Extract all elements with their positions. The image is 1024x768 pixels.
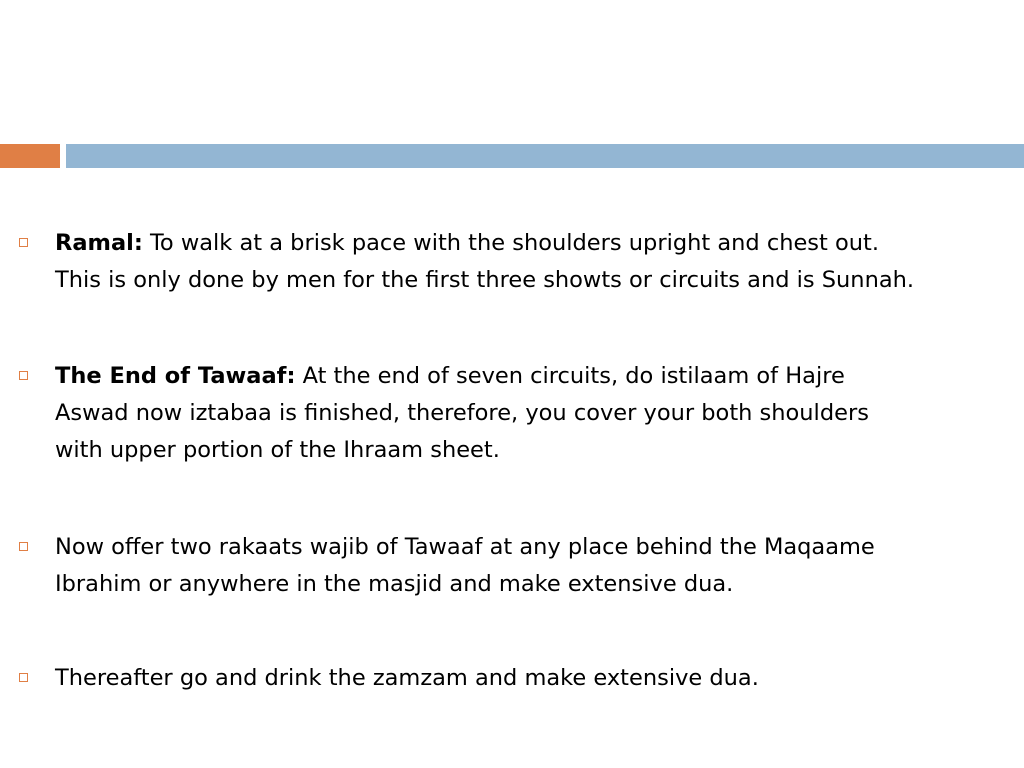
bullet-end-of-tawaaf xyxy=(55,358,1005,469)
bullet-zamzam xyxy=(55,660,1005,697)
bullet-line xyxy=(55,358,1005,395)
square-bullet-icon xyxy=(19,542,28,551)
bullet-term: The End of Tawaaf: xyxy=(55,363,296,389)
bullet-term: Ramal: xyxy=(55,230,143,256)
bullet-line: Thereafter go and drink the zamzam and make extensive dua. xyxy=(55,665,759,691)
bullet-line: Now offer two rakaats wajib of Tawaaf at any place behind the Maqaame xyxy=(55,534,875,560)
bullet-line: This is only done by men for the first three showts or circuits and is Sunnah. xyxy=(55,267,915,293)
bullet-text: To walk at a brisk pace with the shoulders upright and chest out. xyxy=(142,230,879,256)
bullet-line: Ibrahim or anywhere in the masjid and make extensive dua. xyxy=(55,571,734,597)
square-bullet-icon xyxy=(19,371,28,380)
bullet-line: Aswad now iztabaa is finished, therefore, you cover your both shoulders xyxy=(55,400,869,426)
bullet-line: with upper portion of the Ihraam sheet. xyxy=(55,437,500,463)
bullet-rakaats xyxy=(55,529,1005,603)
bullet-text: At the end of seven circuits, do istilaam of Hajre xyxy=(295,363,845,389)
bullet-ramal xyxy=(55,225,1005,299)
bullet-line xyxy=(55,225,1005,262)
square-bullet-icon xyxy=(19,673,28,682)
square-bullet-icon xyxy=(19,238,28,247)
